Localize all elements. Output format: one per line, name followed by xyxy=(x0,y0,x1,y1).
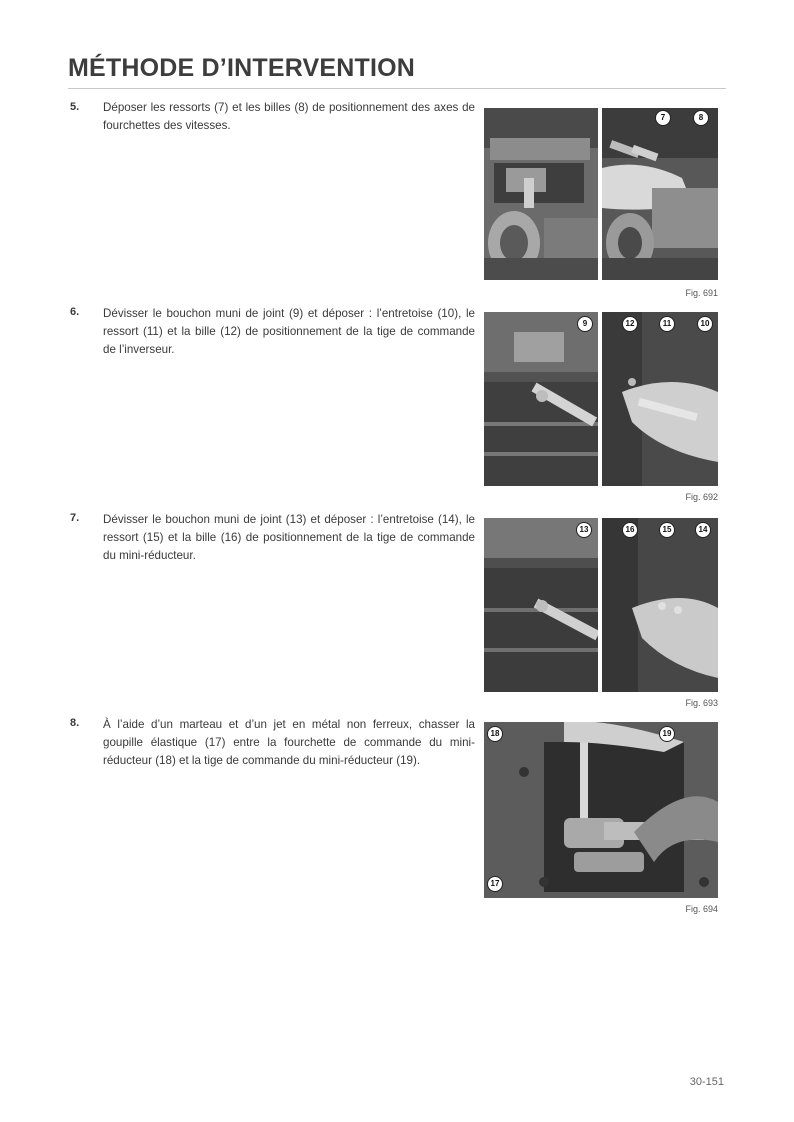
step-text: Déposer les ressorts (7) et les billes (8) de positionnement des axes de fourchettes des vitesses. xyxy=(103,101,475,132)
figure-caption: Fig. 691 xyxy=(685,288,718,298)
callout-8: 8 xyxy=(693,110,709,126)
callout-7: 7 xyxy=(655,110,671,126)
figure-692-photo-left xyxy=(484,312,598,486)
callout-12: 12 xyxy=(622,316,638,332)
callout-18: 18 xyxy=(487,726,503,742)
callout-11: 11 xyxy=(659,316,675,332)
callout-16: 16 xyxy=(622,522,638,538)
page-title: MÉTHODE D’INTERVENTION xyxy=(68,54,416,82)
callout-10: 10 xyxy=(697,316,713,332)
step-text: Dévisser le bouchon muni de joint (9) et déposer : l’entretoise (10), le ressort (11) et la bille (12) de positionnement de la tige de commande de l’inverseur. xyxy=(103,307,475,356)
step-number: 7. xyxy=(70,512,80,524)
step-text: Dévisser le bouchon muni de joint (13) et déposer : l’entretoise (14), le ressort (15) et la bille (16) de positionnement de la tige de commande du mini-réducteur. xyxy=(103,513,475,562)
figure-692-photo-right xyxy=(602,312,718,486)
step-text: À l’aide d’un marteau et d’un jet en métal non ferreux, chasser la goupille élastique (17) entre la fourchette de commande du mini-réducteur (18) et la tige de commande du mini-réducteur (19). xyxy=(103,718,475,767)
figure-691-photo-left xyxy=(484,108,598,280)
step-number: 6. xyxy=(70,306,80,318)
callout-13: 13 xyxy=(576,522,592,538)
figure-691-photo-right xyxy=(602,108,718,280)
step-number: 5. xyxy=(70,101,80,113)
callout-15: 15 xyxy=(659,522,675,538)
figure-caption: Fig. 692 xyxy=(685,492,718,502)
callout-14: 14 xyxy=(695,522,711,538)
figure-caption: Fig. 693 xyxy=(685,698,718,708)
callout-19: 19 xyxy=(659,726,675,742)
figure-693-photo-right xyxy=(602,518,718,692)
step-number: 8. xyxy=(70,717,80,729)
callout-9: 9 xyxy=(577,316,593,332)
callout-17: 17 xyxy=(487,876,503,892)
figure-693-photo-left xyxy=(484,518,598,692)
title-divider xyxy=(68,88,726,89)
page-number: 30-151 xyxy=(689,1076,724,1088)
figure-caption: Fig. 694 xyxy=(685,904,718,914)
figure-694-photo xyxy=(484,722,718,898)
